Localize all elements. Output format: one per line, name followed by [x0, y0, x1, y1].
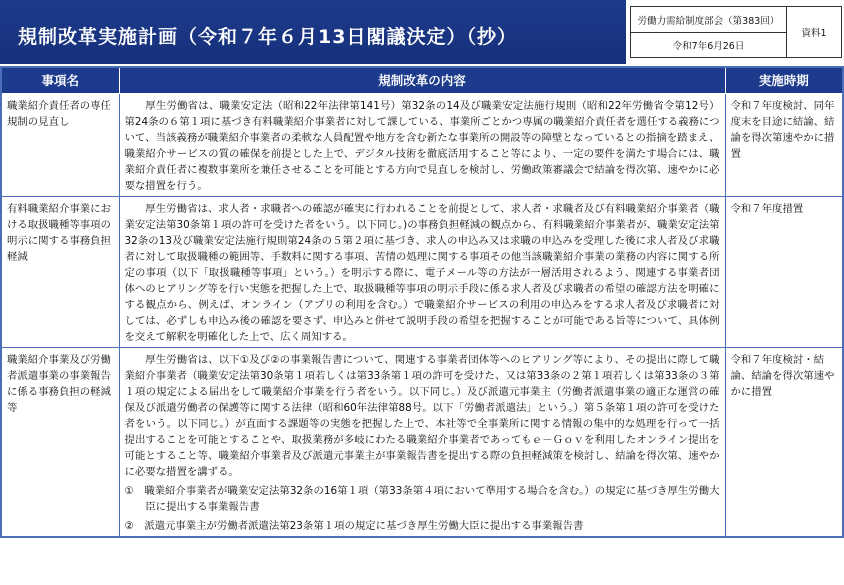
table-row: [1, 93, 843, 196]
row-content-text: 厚生労働省は、求人者・求職者への確認が確実に行われることを前提として、求人者・求職者及び有料職業紹介事業者（職業安定法第30条第１項の許可を受けた者をいう。以下同じ。)の事務負担軽減の観点から、有料職業紹介事業者が、職業安定法第32条の13及び職業安定法施行規則第24条の５第２項に基づき、求人の申込み又は求職の申込みを受理した後に求人者及び求職者に対して取扱職種の範囲等、手数料に関する事項、苦情の処理に関する事項その他当該職業紹介事業の業務の内容に関する所定の事項（以下「取扱職種等事項」という。）を明示する際に、電子メール等の方法が一層活用されるよう、関連する事業者団体へのヒアリング等を行い実態を把握した上で、取扱職種等事項の明示手段に係る求人者及び求職者の希望の確認方法を明確にする観点から、例えば、オンライン（アプリの利用を含む。）で職業紹介サービスの利用の申込みをする求人者及び求職者に対しては、必ずしも申込み後の確認を要さず、申込みと併せて説明手段の希望を把握することが可能である旨等について、具体例を交えて解釈を明確化した上で、広く周知する。: [124, 202, 720, 343]
row-content: [119, 196, 725, 347]
meeting-date: 令和7年6月26日: [631, 33, 787, 57]
sub-item-1: ① 職業紹介事業者が職業安定法第32条の16第１項（第33条第４項において準用する場合を含む。）の規定に基づき厚生労働大臣に提出する事業報告書: [124, 484, 720, 513]
table-header-row: [1, 67, 843, 93]
row-item-name: 職業紹介事業及び労働者派遣事業の事業報告に係る事務負担の軽減等: [1, 347, 119, 537]
page-title: 規制改革実施計画（令和７年６月13日閣議決定）（抄）: [18, 26, 517, 48]
table-row: [1, 196, 843, 347]
document-number: 資料1: [801, 28, 827, 39]
row-timeline: 令和７年度検討・結論、結論を得次第速やかに措置: [725, 347, 843, 537]
reform-plan-table: [0, 66, 844, 538]
header-time: 実施時期: [725, 67, 843, 93]
row-content: [119, 347, 725, 537]
document-meta-box: [630, 6, 842, 58]
row-content: [119, 93, 725, 196]
row-content-text: 厚生労働省は、職業安定法（昭和22年法律第141号）第32条の14及び職業安定法施行規則（昭和22年労働省令第12号）第24条の６第１項に基づき有料職業紹介事業者に対して課している、事業所ごとかつ専属の職業紹介責任者を選任する義務について、当該義務が職業紹介事業者の柔軟な人員配置や地方を含む新たな事業所の開設等の障壁となっているとの指摘を踏まえ、職業紹介サービスの質の確保を前提とした上で、デジタル技術を徹底活用すること等により、一定の要件を満たす場合には、職業紹介責任者に複数事業所を兼任させることを可能とする方向で見直しを検討し、労働政策審議会で結論を得次第、速やかに必要な措置を行う。: [124, 99, 720, 192]
row-timeline: 令和７年度検討、同年度末を目途に結論、結論を得次第速やかに措置: [725, 93, 843, 196]
row-item-name: 有料職業紹介事業における取扱職種等事項の明示に関する事務負担軽減: [1, 196, 119, 347]
table-row: [1, 347, 843, 537]
header-content: 規制改革の内容: [119, 67, 725, 93]
sub-item-2: ② 派遣元事業主が労働者派遣法第23条第１項の規定に基づき厚生労働大臣に提出する事業報告書: [124, 519, 584, 532]
title-bar: [0, 0, 626, 64]
council-label: 労働力需給制度部会（第383回）: [631, 7, 787, 33]
header-item: 事項名: [1, 67, 119, 93]
row-item-name: 職業紹介責任者の専任規制の見直し: [1, 93, 119, 196]
row-content-text: 厚生労働省は、以下①及び②の事業報告書について、関連する事業者団体等へのヒアリング等により、その提出に際して職業紹介事業者（職業安定法第30条第１項若しくは第33条第１項の許可を受けた、又は第33条の２第１項若しくは第33条の３第１項の規定による届出をして職業紹介事業を行う者をいう。以下同じ。）及び派遣元事業主（労働者派遣事業の適正な運営の確保及び派遣労働者の保護等に関する法律（昭和60年法律第88号。以下「労働者派遣法」という。）第５条第１項の許可を受けた者をいう。以下同じ。）が直面する課題等の実態を把握した上で、本社等で全事業所に関する情報の集中的な処理を行って一括提出することを可能とすることや、取扱業務が多岐にわたる職業紹介事業者であってもｅ－Ｇｏｖを利用したオンライン提出を可能とすること等、職業紹介事業者及び派遣元事業主が事業報告書を提出する際の負担軽減策を検討し、結論を得次第、速やかに必要な措置を講ずる。: [124, 353, 720, 478]
row-timeline: 令和７年度措置: [725, 196, 843, 347]
